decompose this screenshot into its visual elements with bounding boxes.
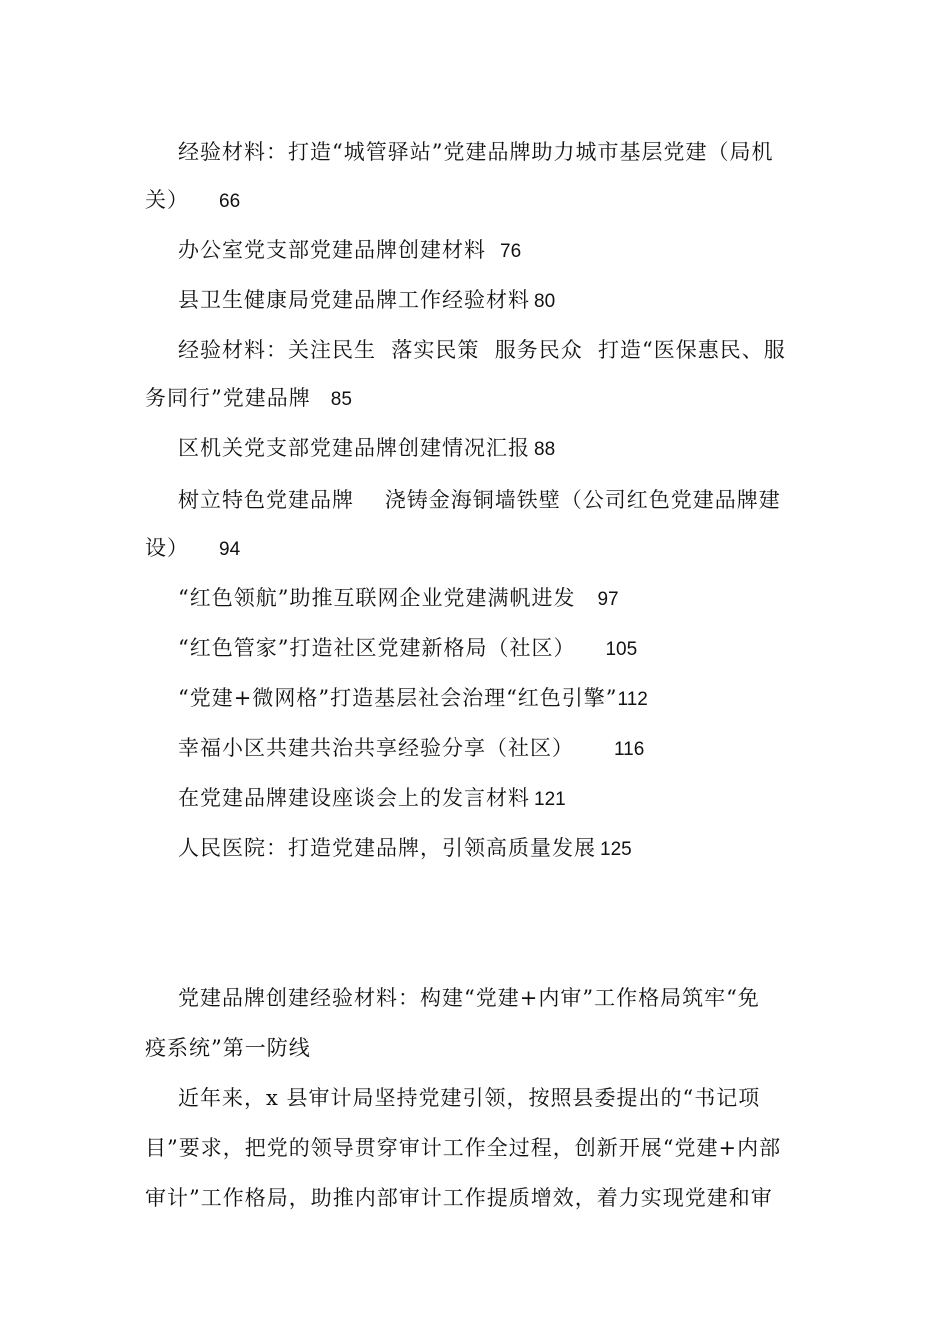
article-body-line-1: 近年来，x 县审计局坚持党建引领，按照县委提出的“书记项 xyxy=(178,1086,761,1110)
toc-page-number: 97 xyxy=(597,589,619,610)
toc-entry-6-line-1: 树立特色党建品牌 浇铸金海铜墙铁壁（公司红色党建品牌建 xyxy=(178,488,781,512)
article-title-line-1: 党建品牌创建经验材料：构建“党建+内审”工作格局筑牢“免 xyxy=(178,986,760,1010)
toc-entry-3: 县卫生健康局党建品牌工作经验材料 80 xyxy=(178,288,556,312)
toc-page-number: 76 xyxy=(500,241,522,262)
toc-page-number: 105 xyxy=(605,639,638,660)
toc-page-number: 125 xyxy=(600,839,632,860)
article-body-line-3: 审计”工作格局，助推内部审计工作提质增效，着力实现党建和审 xyxy=(145,1186,773,1210)
toc-page-number: 112 xyxy=(617,689,648,710)
toc-entry-2: 办公室党支部党建品牌创建材料 76 xyxy=(178,238,522,262)
toc-entry-10: 幸福小区共建共治共享经验分享（社区） 116 xyxy=(178,736,645,760)
toc-page-number: 121 xyxy=(534,789,566,810)
toc-entry-4-line-1: 经验材料：关注民生 落实民策 服务民众 打造“医保惠民、服 xyxy=(178,338,786,362)
toc-entry-6-line-2: 设） 94 xyxy=(145,536,241,560)
toc-page-number: 116 xyxy=(614,739,645,760)
toc-page-number: 66 xyxy=(219,191,241,212)
toc-entry-1-line-1: 经验材料：打造“城管驿站”党建品牌助力城市基层党建（局机 xyxy=(178,140,774,164)
toc-entry-1-line-2: 关） 66 xyxy=(145,188,241,212)
article-title-line-2: 疫系统”第一防线 xyxy=(145,1036,311,1060)
toc-entry-5: 区机关党支部党建品牌创建情况汇报 88 xyxy=(178,436,556,460)
toc-entry-12: 人民医院：打造党建品牌，引领高质量发展 125 xyxy=(178,836,632,860)
article-body-line-2: 目”要求，把党的领导贯穿审计工作全过程，创新开展“党建+内部 xyxy=(145,1136,782,1160)
toc-entry-11: 在党建品牌建设座谈会上的发言材料 121 xyxy=(178,786,566,810)
toc-page-number: 88 xyxy=(534,439,556,460)
toc-page-number: 85 xyxy=(330,389,352,410)
toc-entry-4-line-2: 务同行”党建品牌 85 xyxy=(145,386,352,410)
toc-entry-9: “党建+微网格”打造基层社会治理“红色引擎”112 xyxy=(178,686,648,710)
toc-page-number: 80 xyxy=(534,291,556,312)
toc-entry-7: “红色领航”助推互联网企业党建满帆进发 97 xyxy=(178,586,619,610)
toc-entry-8: “红色管家”打造社区党建新格局（社区） 105 xyxy=(178,636,638,660)
toc-page-number: 94 xyxy=(219,539,241,560)
